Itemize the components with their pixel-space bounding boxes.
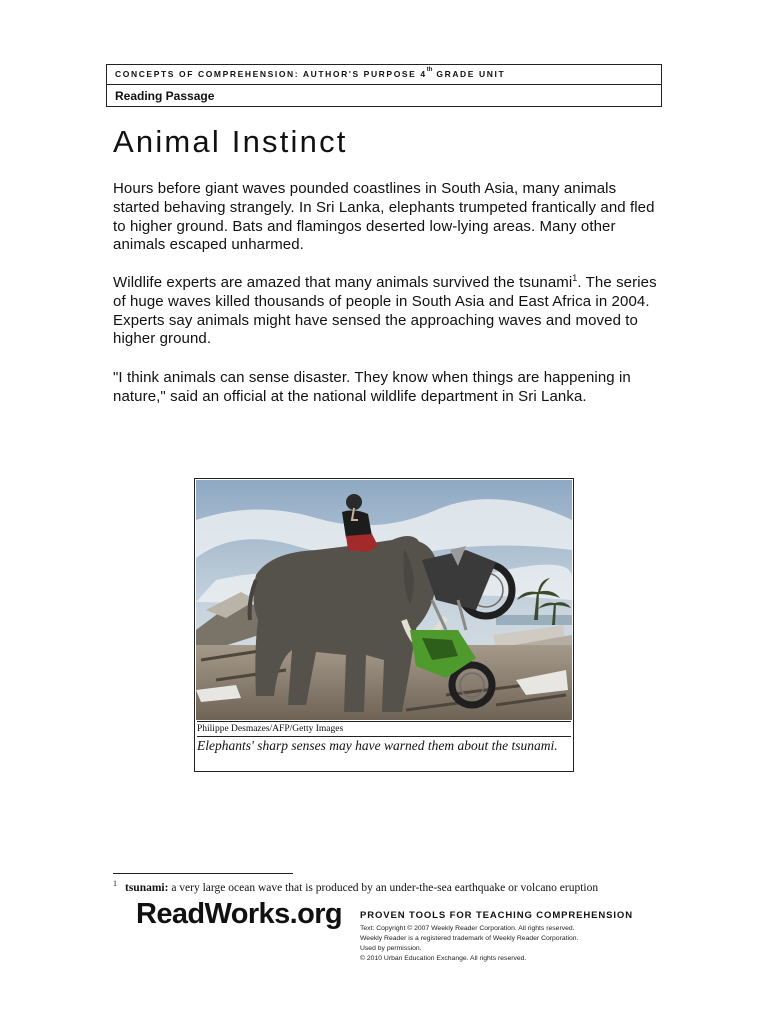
unit-header: [106, 64, 662, 107]
elephant-photo: [196, 480, 572, 720]
readworks-logo: ReadWorks.org: [136, 898, 342, 930]
paragraph-1: Hours before giant waves pounded coastlines in South Asia, many animals started behaving strangely. In Sri Lanka, elephants trumpeted frantically and fled to higher ground. Bats and flamingos deserted low-lying areas. Many other animals escaped unharmed.: [113, 180, 655, 254]
footnote-term: tsunami:: [125, 881, 169, 894]
footnote-divider: [113, 873, 293, 874]
copyright-block: [360, 924, 650, 964]
paragraph-3: "I think animals can sense disaster. They know when things are happening in nature," said an official at the national wildlife department in Sri Lanka.: [113, 369, 631, 405]
copyright-line: Used by permission.: [360, 945, 422, 952]
copyright-line: © 2010 Urban Education Exchange. All rights reserved.: [360, 955, 527, 962]
footnote-ref[interactable]: 1: [572, 273, 578, 283]
photo-caption: Elephants' sharp senses may have warned them about the tsunami.: [197, 738, 558, 753]
photo-credit: Philippe Desmazes/AFP/Getty Images: [197, 721, 571, 737]
footer-tagline: PROVEN TOOLS FOR TEACHING COMPREHENSION: [360, 910, 633, 921]
unit-line: CONCEPTS OF COMPREHENSION: AUTHOR'S PURPOSE 4th GRADE UNIT: [107, 65, 661, 85]
page-title: Animal Instinct: [113, 124, 348, 159]
copyright-line: Weekly Reader is a registered trademark of Weekly Reader Corporation.: [360, 935, 579, 942]
footnote: $^1$ tsunami: a very large ocean wave that is produced by an under-the-sea earthquake or volcano eruption: [113, 879, 599, 894]
paragraph-2: Wildlife experts are amazed that many animals survived the tsunami$^1$. The series of huge waves killed thousands of people in South Asia and East Africa in 2004. Experts say animals might have sensed the approaching waves and moved to higher ground.: [113, 273, 657, 348]
copyright-line: Text: Copyright © 2007 Weekly Reader Corporation. All rights reserved.: [360, 925, 575, 932]
section-label: Reading Passage: [115, 89, 215, 103]
photo-figure: [194, 478, 574, 772]
footnote-definition: a very large ocean wave that is produced by an under-the-sea earthquake or volcano eruption: [168, 881, 599, 894]
